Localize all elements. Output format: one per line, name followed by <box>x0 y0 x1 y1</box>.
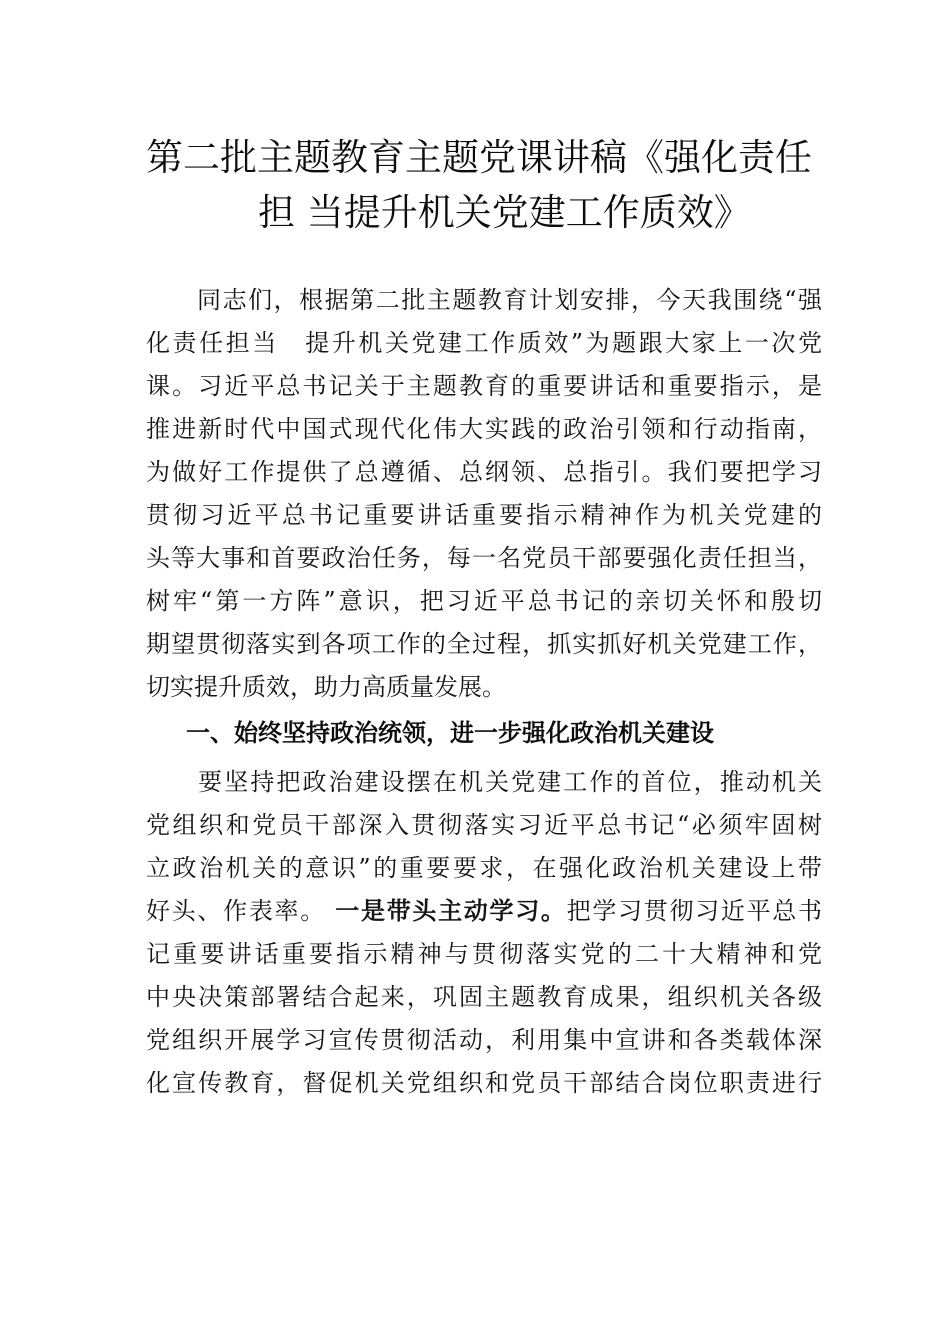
paragraph-1-line: 同志们，根据第二批主题教育计划安排，今天我围绕“强 <box>146 286 822 314</box>
paragraph-2-line: 党组织和党员干部深入贯彻落实习近平总书记“必须牢固树 <box>146 811 822 839</box>
paragraph-2-line-4-suffix: 把学习贯彻习近平总书 <box>566 897 822 925</box>
paragraph-1-line: 课。习近平总书记关于主题教育的重要讲话和重要指示，是 <box>146 372 822 400</box>
paragraph-1-line: 推进新时代中国式现代化伟大实践的政治引领和行动指南， <box>146 415 822 443</box>
document-title-line-2: 担 当提升机关党建工作质效》 <box>258 191 751 234</box>
paragraph-1-line: 头等大事和首要政治任务，每一名党员干部要强化责任担当， <box>146 544 822 572</box>
paragraph-1-line: 树牢“第一方阵”意识，把习近平总书记的亲切关怀和殷切 <box>146 587 822 615</box>
paragraph-2-line: 记重要讲话重要指示精神与贯彻落实党的二十大精神和党 <box>146 940 822 968</box>
paragraph-2-line: 要坚持把政治建设摆在机关党建工作的首位，推动机关 <box>146 768 822 796</box>
paragraph-1-line: 切实提升质效，助力高质量发展。 <box>146 673 506 701</box>
section-1-heading: 一、始终坚持政治统领，进一步强化政治机关建设 <box>186 718 714 747</box>
paragraph-2-line: 中央决策部署结合起来，巩固主题教育成果，组织机关各级 <box>146 983 822 1011</box>
paragraph-1-line: 为做好工作提供了总遵循、总纲领、总指引。我们要把学习 <box>146 458 822 486</box>
paragraph-2-line-4-prefix: 好头、作表率。 <box>146 897 336 925</box>
paragraph-1-line: 化责任担当 提升机关党建工作质效”为题跟大家上一次党 <box>146 329 822 357</box>
paragraph-2-line: 党组织开展学习宣传贯彻活动，利用集中宣讲和各类载体深 <box>146 1026 822 1054</box>
paragraph-2-line: 化宣传教育，督促机关党组织和党员干部结合岗位职责进行 <box>146 1069 822 1097</box>
paragraph-1-line: 贯彻习近平总书记重要讲话重要指示精神作为机关党建的 <box>146 501 822 529</box>
paragraph-2-line: 立政治机关的意识”的重要要求，在强化政治机关建设上带 <box>146 854 822 882</box>
point-one-heading: 一是带头主动学习。 <box>335 896 567 925</box>
paragraph-2-line-mixed <box>146 895 822 927</box>
paragraph-1-line: 期望贯彻落实到各项工作的全过程，抓实抓好机关党建工作， <box>146 630 822 658</box>
document-title-line-1: 第二批主题教育主题党课讲稿《强化责任 <box>146 136 812 179</box>
